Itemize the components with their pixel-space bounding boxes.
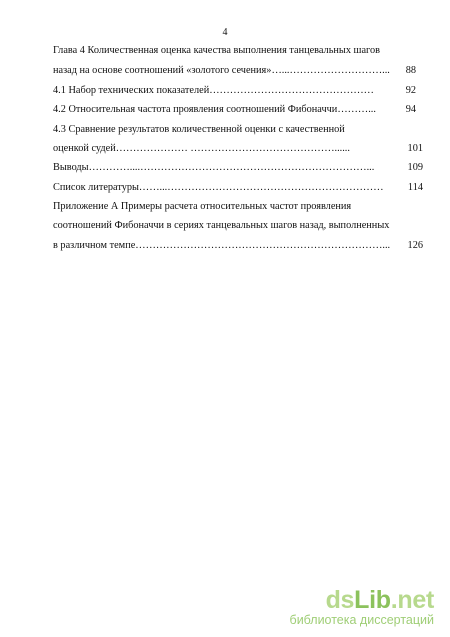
toc-page-4-1: 92 [405,85,416,96]
toc-entry-4-1: 4.1 Набор технических показателей………………………………………… [53,85,374,96]
dslib-logo: dsLib.net [325,586,434,614]
toc-page-4-2: 94 [405,104,416,115]
toc-page-references: 114 [407,182,423,193]
dslib-subtitle: библиотека диссертаций [289,613,434,627]
toc-entry-4-3-line-1: 4.3 Сравнение результатов количественной оценки с качественной [53,124,345,135]
toc-entry-appendix-a-line-2: соотношений Фибоначчи в сериях танцевальных шагов назад, выполненных [53,220,390,231]
toc-page-4-3: 101 [407,143,423,154]
toc-entry-appendix-a-line-3: в различном темпе………………………………………………………………... [53,240,391,251]
toc-entry-4-2: 4.2 Относительная частота проявления соотношений Фибоначчи………... [53,104,376,115]
page-number: 4 [222,27,228,38]
dslib-watermark [290,587,434,627]
toc-entry-conclusions: Выводы…………....…………………………………………………………... [53,162,375,173]
toc-entry-4-3-line-2: оценкой судей………………… ……………………………………...... [53,143,350,154]
toc-page-chapter-4: 88 [405,65,416,76]
toc-entry-chapter-4-line-1: Глава 4 Количественная оценка качества выполнения танцевальных шагов [53,45,381,56]
toc-page-conclusions: 109 [407,162,423,173]
toc-entry-references: Список литературы……...……………………………………………………… [53,182,384,193]
toc-entry-chapter-4-line-2: назад на основе соотношений «золотого сечения»…...………………………... [53,65,390,76]
toc-page-appendix-a: 126 [407,240,423,251]
toc-entry-appendix-a-line-1: Приложение А Примеры расчета относительных частот проявления [53,201,352,212]
